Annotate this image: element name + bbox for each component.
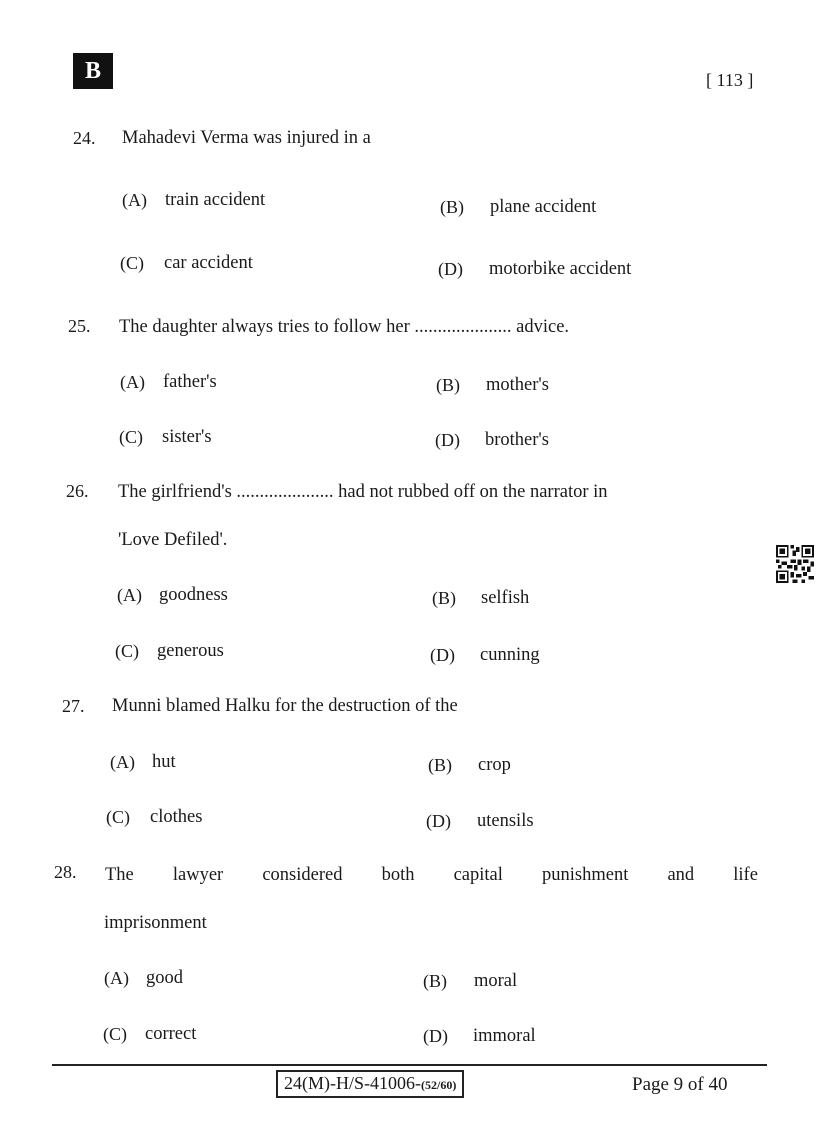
q27-option-b-letter: (B) [428, 755, 452, 775]
q28-option-a[interactable]: good [146, 968, 183, 988]
page-code: [ 113 ] [706, 70, 754, 90]
q27-option-a[interactable]: hut [152, 752, 176, 772]
q26-option-c-letter: (C) [115, 641, 139, 661]
q24-option-a-letter: (A) [122, 190, 147, 210]
footer-divider [52, 1064, 767, 1066]
q28-option-c-letter: (C) [103, 1024, 127, 1044]
q28-word: lawyer [172, 865, 224, 885]
q24-option-c-letter: (C) [120, 253, 144, 273]
q27-option-d[interactable]: utensils [477, 811, 534, 831]
q27-option-c[interactable]: clothes [150, 807, 203, 827]
q28-option-b-letter: (B) [423, 971, 447, 991]
q25-option-a-letter: (A) [120, 372, 145, 392]
question-27-text: Munni blamed Halku for the destruction of the [112, 696, 458, 716]
q28-option-a-letter: (A) [104, 968, 129, 988]
paper-code-suffix: (52/60) [421, 1078, 457, 1092]
q25-option-c[interactable]: sister's [162, 427, 212, 447]
q28-word: considered [262, 865, 343, 885]
q28-word: punishment [542, 865, 629, 885]
set-label-badge: B [73, 53, 113, 89]
q25-option-b-letter: (B) [436, 375, 460, 395]
question-24-number: 24. [73, 128, 96, 148]
q26-option-b-letter: (B) [432, 588, 456, 608]
question-28-number: 28. [54, 862, 77, 882]
q28-word: capital [453, 865, 503, 885]
question-26-text-line2: 'Love Defiled'. [118, 530, 228, 550]
q28-word: life [733, 865, 758, 885]
question-25-number: 25. [68, 316, 91, 336]
q28-option-c[interactable]: correct [145, 1024, 197, 1044]
q28-option-d-letter: (D) [423, 1026, 448, 1046]
q27-option-a-letter: (A) [110, 752, 135, 772]
q27-option-c-letter: (C) [106, 807, 130, 827]
q28-word: both [381, 865, 415, 885]
q24-option-d[interactable]: motorbike accident [489, 259, 632, 279]
q24-option-a[interactable]: train accident [165, 190, 266, 210]
q28-option-d[interactable]: immoral [473, 1026, 536, 1046]
q26-option-c[interactable]: generous [157, 641, 224, 661]
q24-option-b-letter: (B) [440, 197, 464, 217]
paper-code: 24(M)-H/S-41006- [284, 1073, 421, 1093]
page-number: Page 9 of 40 [632, 1074, 728, 1095]
qr-code-icon [776, 545, 814, 583]
question-26-text: The girlfriend's ..................... had not rubbed off on the narrator in [118, 482, 608, 502]
question-28-text-line2: imprisonment [104, 913, 207, 933]
q26-option-b[interactable]: selfish [481, 588, 530, 608]
q26-option-d-letter: (D) [430, 645, 455, 665]
q25-option-b[interactable]: mother's [486, 375, 549, 395]
question-28-text [105, 865, 758, 886]
q25-option-c-letter: (C) [119, 427, 143, 447]
q24-option-c[interactable]: car accident [164, 253, 253, 273]
q26-option-a-letter: (A) [117, 585, 142, 605]
question-27-number: 27. [62, 696, 85, 716]
q28-option-b[interactable]: moral [474, 971, 518, 991]
q24-option-b[interactable]: plane accident [490, 197, 597, 217]
q25-option-d[interactable]: brother's [485, 430, 549, 450]
q26-option-a[interactable]: goodness [159, 585, 228, 605]
q28-word: and [667, 865, 695, 885]
question-25-text: The daughter always tries to follow her ..................... advice. [119, 317, 570, 337]
q26-option-d[interactable]: cunning [480, 645, 540, 665]
q25-option-d-letter: (D) [435, 430, 460, 450]
q24-option-d-letter: (D) [438, 259, 463, 279]
question-26-number: 26. [66, 481, 89, 501]
q28-word: The [105, 865, 134, 885]
paper-code-box [276, 1070, 464, 1098]
question-24-text: Mahadevi Verma was injured in a [122, 128, 371, 148]
q27-option-b[interactable]: crop [478, 755, 511, 775]
q27-option-d-letter: (D) [426, 811, 451, 831]
q25-option-a[interactable]: father's [163, 372, 217, 392]
